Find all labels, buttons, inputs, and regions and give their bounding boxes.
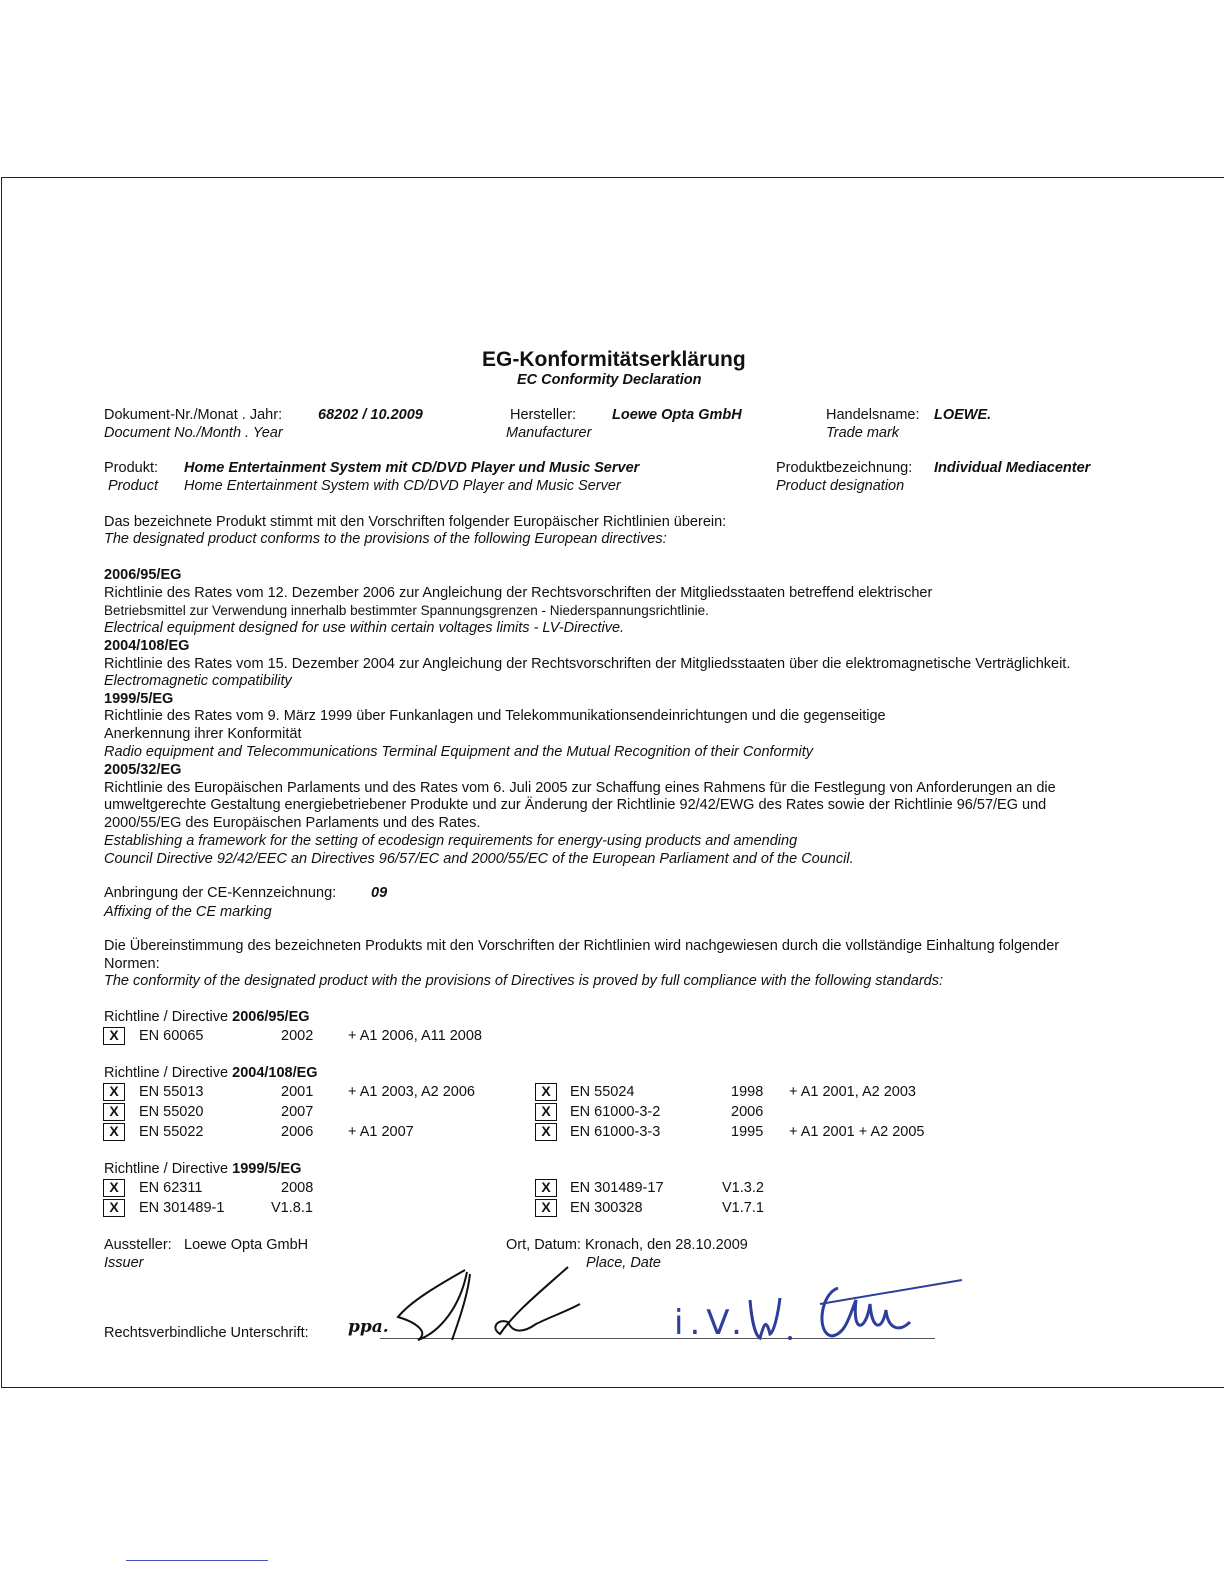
product-value-en: Home Entertainment System with CD/DVD Player and Music Server: [184, 478, 621, 494]
page-title: EG-Konformitätserklärung: [482, 348, 746, 371]
directive-text: Richtlinie des Rates vom 15. Dezember 2004 zur Angleichung der Rechtsvorschriften der Mitgliedsstaaten über die elektromagnetische Verträglichkeit.: [104, 656, 1071, 672]
trade-label-en: Trade mark: [826, 425, 900, 441]
standard-year: V1.3.2: [722, 1180, 764, 1196]
checkbox: X: [103, 1027, 125, 1045]
standard-year: 1995: [731, 1124, 764, 1140]
directive-code: 2006/95/EG: [232, 1009, 310, 1025]
checkbox: X: [103, 1179, 125, 1197]
standard-year: 2008: [281, 1180, 314, 1196]
ce-value: 09: [371, 885, 388, 901]
signature-dot: [788, 1336, 792, 1340]
standards-heading: [104, 1009, 310, 1026]
signature-stroke: [495, 1267, 580, 1334]
standard-amend: + A1 2007: [348, 1124, 414, 1140]
signature-stroke: [820, 1280, 962, 1304]
directive-label: Richtline / Directive: [104, 1009, 229, 1025]
directive-code: 2004/108/EG: [232, 1065, 318, 1081]
product-label-en: Product: [108, 478, 158, 494]
signature-iv: [670, 1274, 970, 1349]
standard-amend: + A1 2001 + A2 2005: [789, 1124, 925, 1140]
directive-text: Betriebsmittel zur Verwendung innerhalb bestimmter Spannungsgrenzen - Niederspannungsrichtlinie.: [104, 603, 709, 618]
directive-text: Richtlinie des Europäischen Parlaments und des Rates vom 6. Juli 2005 zur Schaffung eines Rahmens für die Festlegung von Anforderungen an die: [104, 780, 1056, 796]
directive-text-en: Council Directive 92/42/EEC an Directives 96/57/EC and 2000/55/EC of the European Parliament and of the Council.: [104, 851, 854, 867]
intro-text-en: The designated product conforms to the provisions of the following European directives:: [104, 531, 667, 547]
designation-label: Produktbezeichnung:: [776, 460, 913, 476]
issuer-label: Aussteller:: [104, 1237, 172, 1253]
issuer-label-en: Issuer: [104, 1255, 144, 1271]
standard-amend: + A1 2001, A2 2003: [789, 1084, 916, 1100]
signature-ppa: [340, 1262, 600, 1347]
doc-no-value: 68202 / 10.2009: [318, 407, 423, 423]
standard-year: 2006: [731, 1104, 764, 1120]
standard-name: EN 55024: [570, 1084, 635, 1100]
standard-name: EN 55013: [139, 1084, 204, 1100]
standards-heading: [104, 1161, 301, 1178]
standard-name: EN 61000-3-2: [570, 1104, 661, 1120]
product-label: Produkt:: [104, 460, 158, 476]
standard-name: EN 60065: [139, 1028, 204, 1044]
ppa-prefix: ppa.: [348, 1317, 389, 1337]
conformity-text: Normen:: [104, 956, 160, 972]
checkbox: X: [103, 1083, 125, 1101]
standard-year: V1.8.1: [271, 1200, 313, 1216]
standards-heading: [104, 1065, 318, 1082]
designation-label-en: Product designation: [776, 478, 905, 494]
standard-name: EN 61000-3-3: [570, 1124, 661, 1140]
directive-text: Richtlinie des Rates vom 12. Dezember 2006 zur Angleichung der Rechtsvorschriften der Mitgliedsstaaten betreffend elektrischer: [104, 585, 933, 601]
designation-value: Individual Mediacenter: [934, 460, 1091, 476]
manufacturer-value: Loewe Opta GmbH: [612, 407, 742, 423]
standard-amend: + A1 2003, A2 2006: [348, 1084, 475, 1100]
directive-code: 2004/108/EG: [104, 638, 190, 654]
checkbox: X: [103, 1199, 125, 1217]
directive-text-en: Electrical equipment designed for use within certain voltages limits - LV-Directive.: [104, 620, 625, 636]
ce-label-en: Affixing of the CE marking: [104, 904, 272, 920]
checkbox: X: [535, 1199, 557, 1217]
ce-label: Anbringung der CE-Kennzeichnung:: [104, 885, 337, 901]
standard-year: 2007: [281, 1104, 314, 1120]
directive-code: 2006/95/EG: [104, 567, 182, 583]
place-value: Kronach, den 28.10.2009: [585, 1237, 748, 1253]
directive-code: 2005/32/EG: [104, 762, 182, 778]
directive-text: umweltgerechte Gestaltung energiebetriebener Produkte und zur Änderung der Richtlinie 92/42/EWG des Rates sowie der Richtlinie 96/57/EG und: [104, 797, 1047, 813]
directive-text-en: Electromagnetic compatibility: [104, 673, 292, 689]
manufacturer-label: Hersteller:: [510, 407, 577, 423]
conformity-text: Die Übereinstimmung des bezeichneten Produkts mit den Vorschriften der Richtlinien wird nachgewiesen durch die vollständige Einhaltung folgender: [104, 938, 1060, 954]
trade-value: LOEWE.: [934, 407, 992, 423]
signature-label: Rechtsverbindliche Unterschrift:: [104, 1325, 309, 1341]
trade-label: Handelsname:: [826, 407, 920, 423]
iv-prefix: i.V.: [674, 1303, 748, 1343]
checkbox: X: [535, 1083, 557, 1101]
intro-text: Das bezeichnete Produkt stimmt mit den Vorschriften folgender Europäischer Richtlinien überein:: [104, 514, 727, 530]
standard-year: 2006: [281, 1124, 314, 1140]
directive-label: Richtline / Directive: [104, 1161, 229, 1177]
checkbox: X: [103, 1103, 125, 1121]
directive-text-en: Radio equipment and Telecommunications Terminal Equipment and the Mutual Recognition of their Conformity: [104, 744, 814, 760]
directive-code: 1999/5/EG: [232, 1161, 302, 1177]
product-value: Home Entertainment System mit CD/DVD Player und Music Server: [184, 460, 640, 476]
issuer-value: Loewe Opta GmbH: [184, 1237, 309, 1253]
doc-no-label: Dokument-Nr./Monat . Jahr:: [104, 407, 283, 423]
footer-rule: [126, 1560, 268, 1561]
directive-text: Richtlinie des Rates vom 9. März 1999 über Funkanlagen und Telekommunikationsendeinrichtungen und die gegenseitige: [104, 708, 886, 724]
directive-text: Anerkennung ihrer Konformität: [104, 726, 302, 742]
signature-stroke: [822, 1288, 910, 1336]
standard-year: 2001: [281, 1084, 314, 1100]
doc-no-label-en: Document No./Month . Year: [104, 425, 283, 441]
standard-name: EN 55020: [139, 1104, 204, 1120]
directive-text: 2000/55/EG des Europäischen Parlaments und des Rates.: [104, 815, 481, 831]
standard-amend: + A1 2006, A11 2008: [348, 1028, 482, 1044]
manufacturer-label-en: Manufacturer: [506, 425, 592, 441]
signature-stroke: [750, 1298, 780, 1338]
standard-name: EN 55022: [139, 1124, 204, 1140]
standard-year: V1.7.1: [722, 1200, 764, 1216]
place-label-en: Place, Date: [586, 1255, 661, 1271]
directive-text-en: Establishing a framework for the setting of ecodesign requirements for energy-using products and amending: [104, 833, 798, 849]
checkbox: X: [103, 1123, 125, 1141]
standard-name: EN 301489-1: [139, 1200, 225, 1216]
directive-label: Richtline / Directive: [104, 1065, 229, 1081]
checkbox: X: [535, 1179, 557, 1197]
checkbox: X: [535, 1103, 557, 1121]
page-subtitle: EC Conformity Declaration: [517, 372, 702, 388]
conformity-text-en: The conformity of the designated product with the provisions of Directives is proved by full compliance with the following standards:: [104, 973, 944, 989]
standard-name: EN 62311: [139, 1180, 203, 1196]
directive-code: 1999/5/EG: [104, 691, 174, 707]
standard-name: EN 301489-17: [570, 1180, 664, 1196]
standard-year: 1998: [731, 1084, 764, 1100]
checkbox: X: [535, 1123, 557, 1141]
standard-year: 2002: [281, 1028, 314, 1044]
standard-name: EN 300328: [570, 1200, 643, 1216]
place-label: Ort, Datum:: [506, 1237, 581, 1253]
